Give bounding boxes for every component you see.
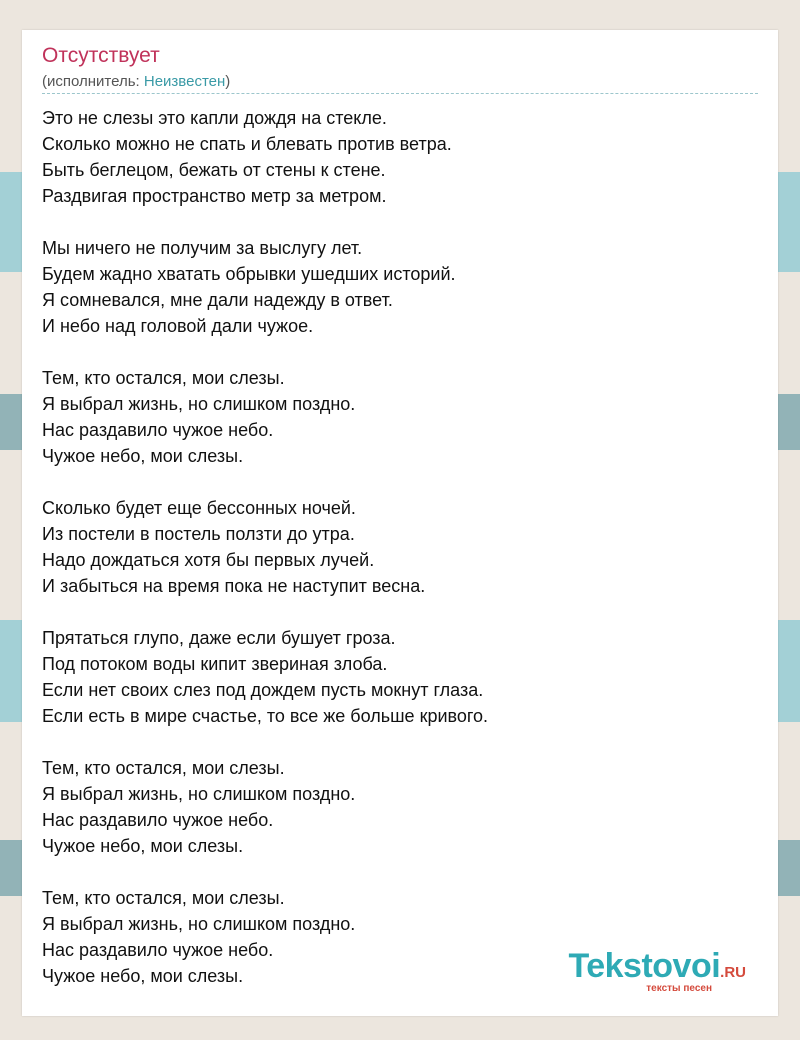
lyric-line: Надо дождаться хотя бы первых лучей.: [42, 550, 375, 570]
site-logo[interactable]: [568, 949, 746, 994]
lyric-line: Раздвигая пространство метр за метром.: [42, 186, 387, 206]
lyrics-stanza: [42, 755, 762, 859]
lyric-line: Я выбрал жизнь, но слишком поздно.: [42, 914, 356, 934]
lyric-line: И небо над головой дали чужое.: [42, 316, 314, 336]
logo-name: Tekstovoi: [568, 947, 721, 985]
lyric-line: Я сомневался, мне дали надежду в ответ.: [42, 290, 393, 310]
artist-line: [42, 73, 230, 90]
lyrics-body: [42, 105, 762, 1015]
artist-prefix: (исполнитель:: [42, 73, 144, 90]
lyric-line: Это не слезы это капли дождя на стекле.: [42, 108, 387, 128]
lyric-line: Мы ничего не получим за выслугу лет.: [42, 238, 363, 258]
lyric-line: Тем, кто остался, мои слезы.: [42, 368, 285, 388]
lyric-line: Если есть в мире счастье, то все же больше кривого.: [42, 706, 489, 726]
lyrics-stanza: [42, 495, 762, 599]
lyric-line: Прятаться глупо, даже если бушует гроза.: [42, 628, 396, 648]
lyrics-card: [22, 30, 778, 1016]
lyric-line: Сколько будет еще бессонных ночей.: [42, 498, 356, 518]
lyric-line: Под потоком воды кипит звериная злоба.: [42, 654, 388, 674]
lyrics-stanza: [42, 235, 762, 339]
lyric-line: Нас раздавило чужое небо.: [42, 810, 274, 830]
lyric-line: Будем жадно хватать обрывки ушедших историй.: [42, 264, 456, 284]
lyric-line: И забыться на время пока не наступит весна.: [42, 576, 426, 596]
lyric-line: Из постели в постель ползти до утра.: [42, 524, 355, 544]
lyric-line: Если нет своих слез под дождем пусть мокнут глаза.: [42, 680, 484, 700]
lyric-line: Нас раздавило чужое небо.: [42, 940, 274, 960]
song-title: Отсутствует: [42, 44, 160, 67]
lyric-line: Я выбрал жизнь, но слишком поздно.: [42, 784, 356, 804]
lyric-line: Чужое небо, мои слезы.: [42, 446, 244, 466]
artist-suffix: ): [225, 73, 231, 90]
lyric-line: Тем, кто остался, мои слезы.: [42, 888, 285, 908]
lyric-line: Чужое небо, мои слезы.: [42, 836, 244, 856]
lyrics-stanza: [42, 365, 762, 469]
lyric-line: Чужое небо, мои слезы.: [42, 966, 244, 986]
lyric-line: Я выбрал жизнь, но слишком поздно.: [42, 394, 356, 414]
title-divider: [42, 93, 758, 94]
lyric-line: Тем, кто остался, мои слезы.: [42, 758, 285, 778]
lyrics-stanza: [42, 105, 762, 209]
lyric-line: Сколько можно не спать и блевать против ветра.: [42, 134, 452, 154]
lyric-line: Нас раздавило чужое небо.: [42, 420, 274, 440]
logo-tld: .RU: [720, 964, 746, 981]
lyrics-stanza: [42, 625, 762, 729]
artist-link[interactable]: Неизвестен: [143, 73, 226, 90]
logo-tagline: тексты песен: [646, 983, 712, 994]
lyric-line: Быть беглецом, бежать от стены к стене.: [42, 160, 386, 180]
